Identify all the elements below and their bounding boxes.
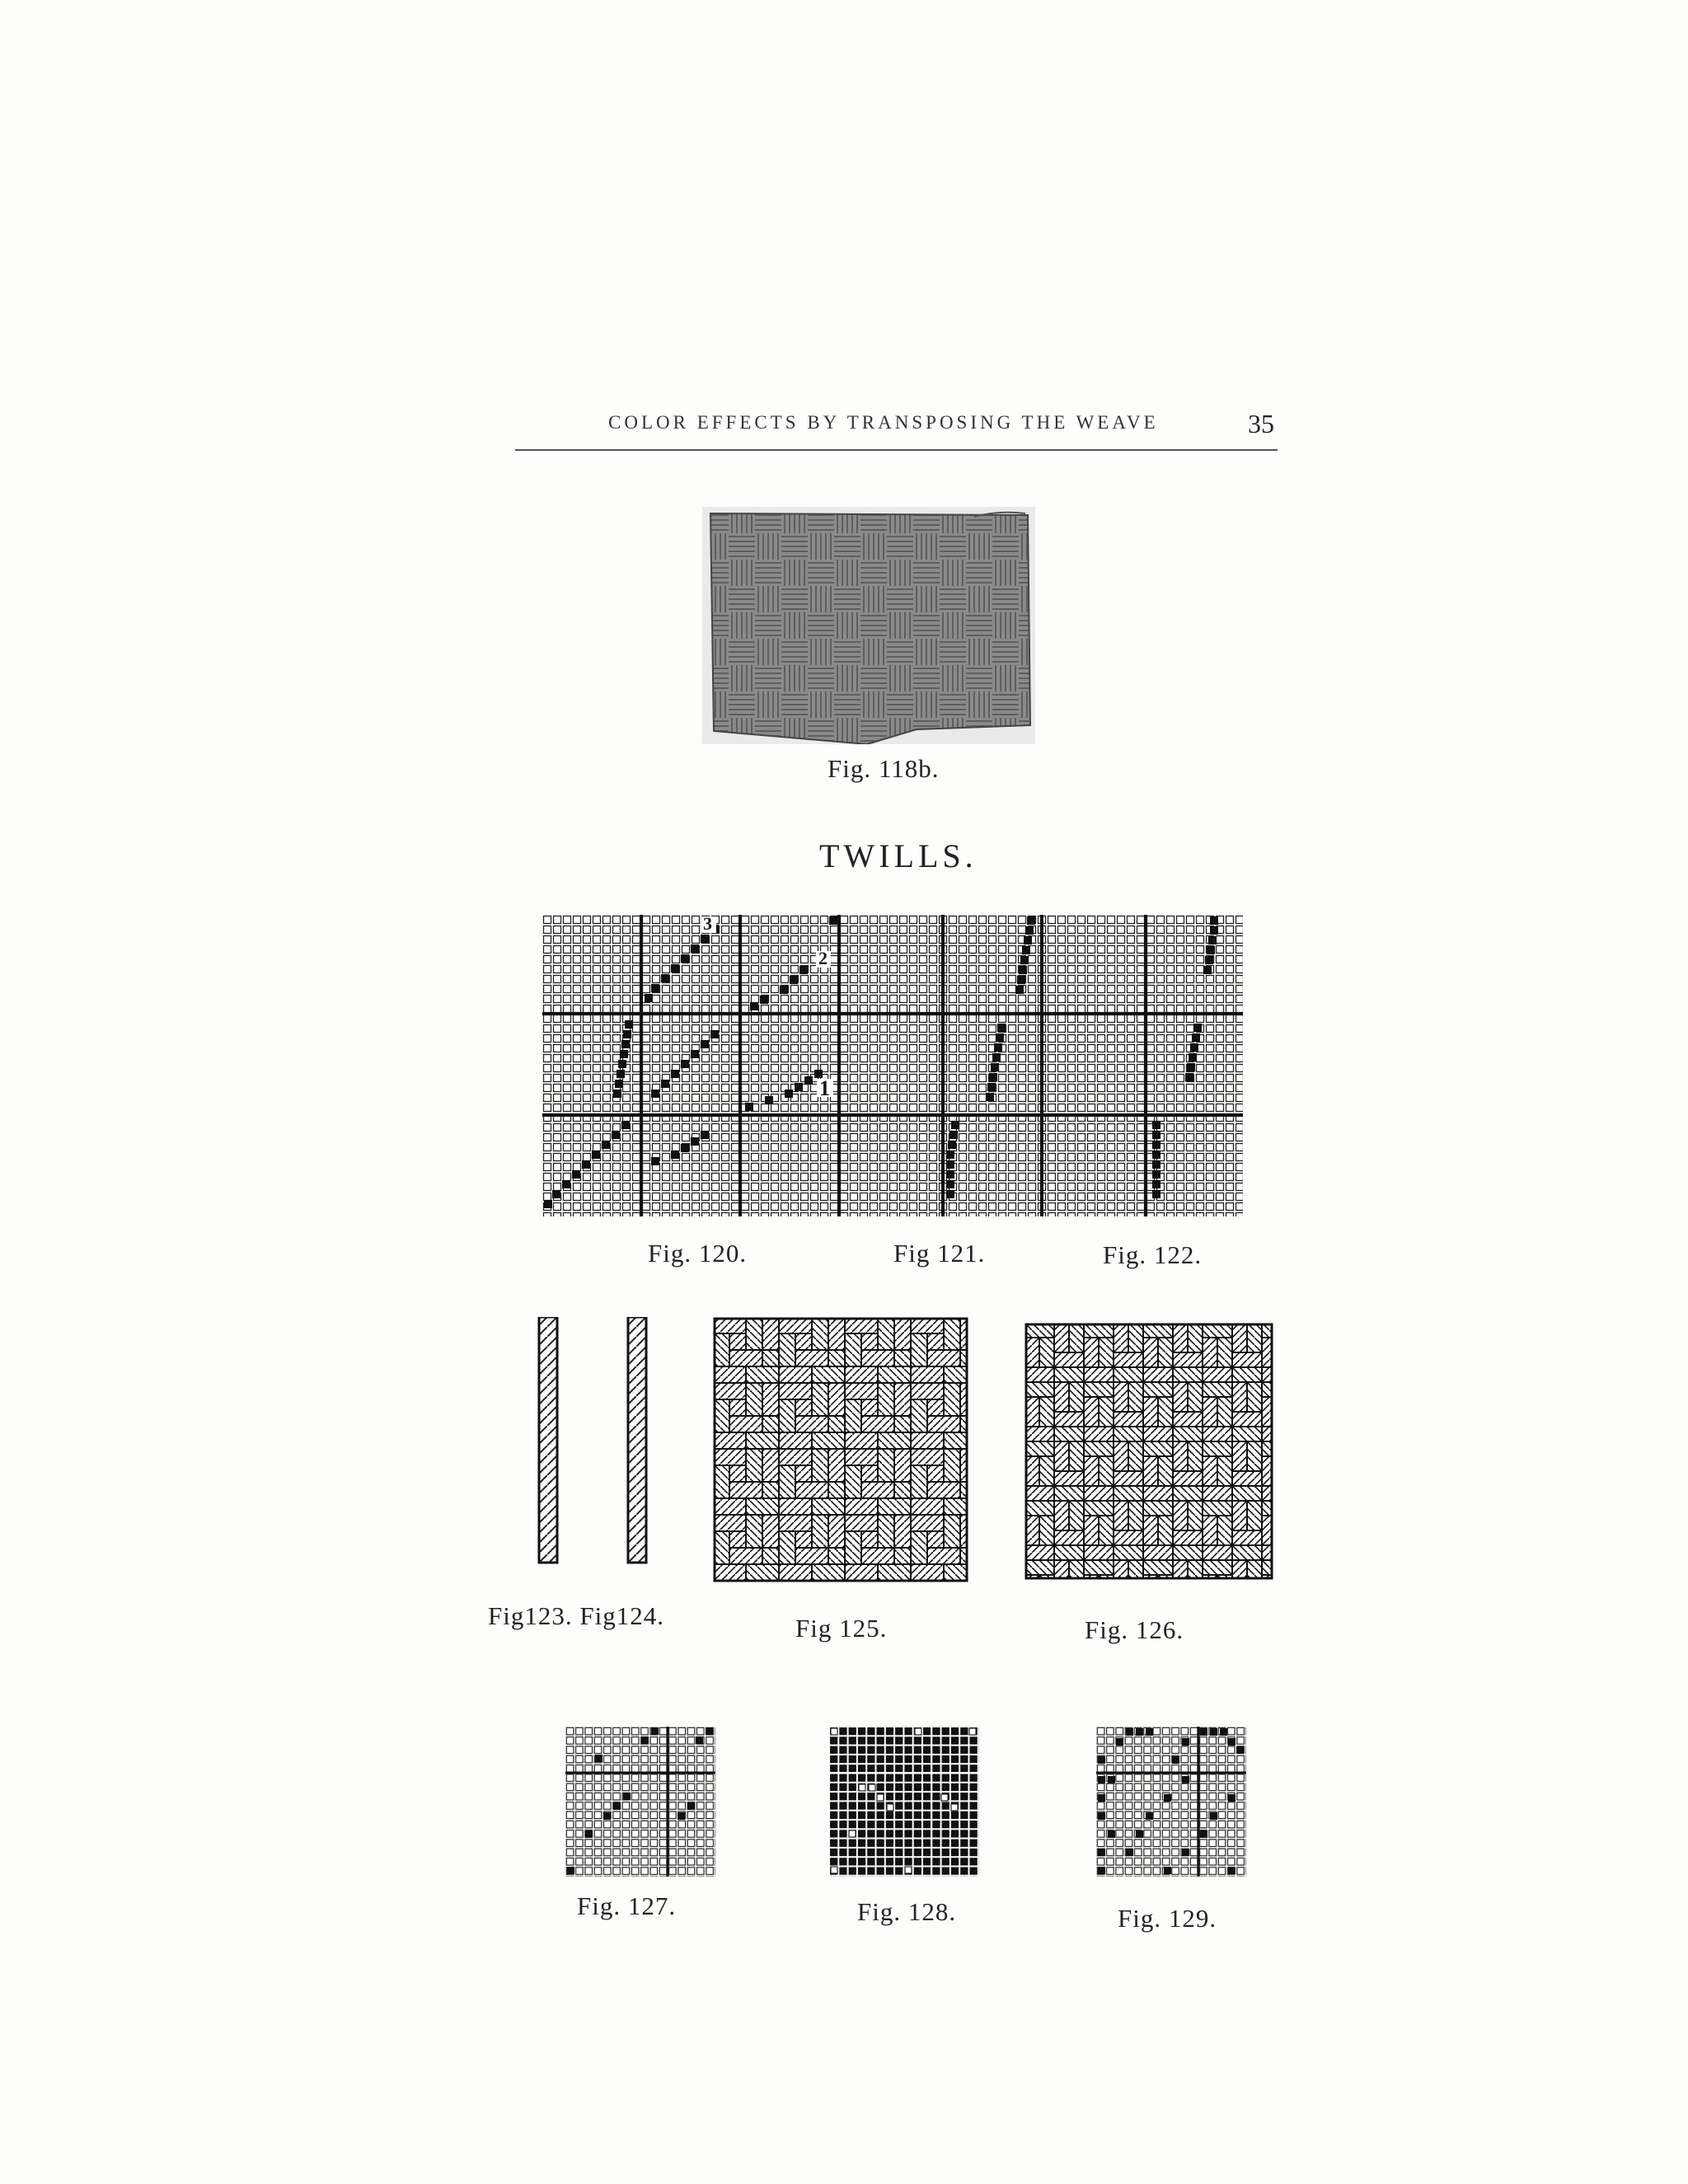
caption-fig125: Fig 125. (795, 1614, 888, 1643)
fabric-photo (702, 507, 1035, 744)
woven-illustration-125 (713, 1317, 968, 1582)
grid-label-2: 2 (818, 948, 828, 968)
twill-strip-124 (626, 1317, 649, 1564)
point-paper-127 (565, 1727, 715, 1877)
header-rule (515, 449, 1278, 451)
running-header: COLOR EFFECTS BY TRANSPOSING THE WEAVE (608, 412, 1159, 433)
section-title: TWILLS. (819, 837, 978, 874)
caption-fig122: Fig. 122. (1103, 1240, 1203, 1269)
twill-strip-123 (537, 1317, 560, 1564)
caption-fig127: Fig. 127. (577, 1891, 677, 1920)
caption-fig118b: Fig. 118b. (828, 754, 940, 783)
caption-fig120: Fig. 120. (648, 1239, 748, 1268)
caption-fig128: Fig. 128. (857, 1897, 957, 1926)
caption-fig121: Fig 121. (893, 1239, 986, 1268)
page-number: 35 (1248, 409, 1274, 438)
woven-illustration-126 (1025, 1323, 1273, 1580)
caption-fig123-124: Fig123. Fig124. (488, 1601, 664, 1630)
grid-label-1: 1 (819, 1076, 830, 1100)
point-paper-129 (1096, 1727, 1246, 1877)
caption-fig126: Fig. 126. (1085, 1615, 1184, 1644)
twill-design-grid (542, 915, 1243, 1216)
caption-fig129: Fig. 129. (1118, 1904, 1217, 1933)
point-paper-128 (829, 1727, 979, 1877)
grid-label-3: 3 (703, 913, 712, 934)
